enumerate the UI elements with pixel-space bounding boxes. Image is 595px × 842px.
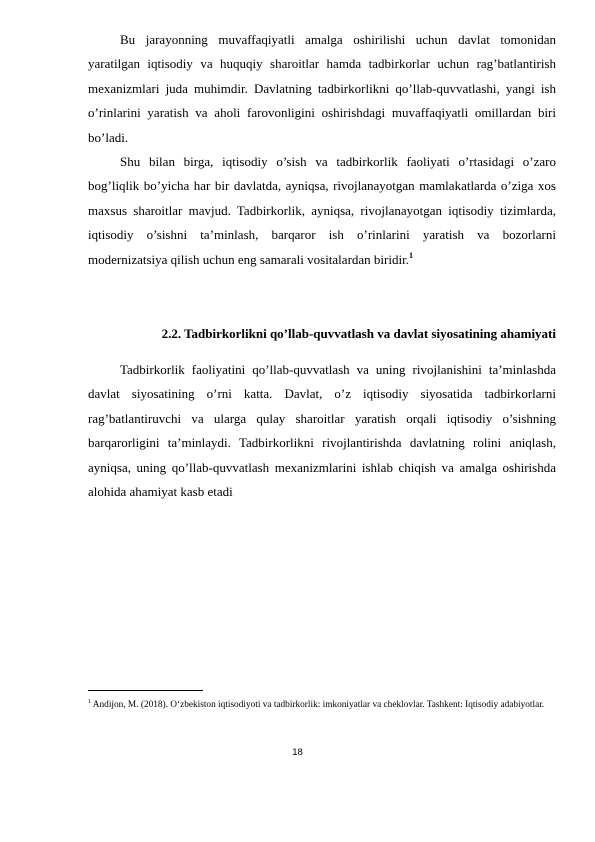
paragraph-3-text: Tadbirkorlik faoliyatini qo’llab-quvvatlash va uning rivojlanishini ta’minlashda davlat siyosatining o’rni katta. Davlat, o’z iqtisodiy siyosatida tadbirkorlarni rag’batlantiruvchi va ularga qulay sharoitlar yaratish orqali iqtisodiy o’sishning barqarorligini ta’minlaydi. Tadbirkorlikni rivojlantirishda davlatning rolini aniqlash, ayniqsa, uning qo’llab-quvvatlash mexanizmlarini ishlab chiqish va amalga oshirishda alohida ahamiyat kasb etadi xyxy=(88,362,556,500)
page-number: 18 xyxy=(292,747,303,758)
footnote-reference[interactable]: 1 xyxy=(408,250,413,260)
paragraph-2-text: Shu bilan birga, iqtisodiy o’sish va tadbirkorlik faoliyati o’rtasidagi o’zaro bog’liqlik bo’yicha har bir davlatda, ayniqsa, rivojlanayotgan mamlakatlarda o’ziga xos maxsus sharoitlar mavjud. Tadbirkorlik, ayniqsa, rivojlanayotgan iqtisodiy tizimlarda, iqtisodiy o’sishni ta’minlash, barqaror ish o’rinlarini yaratish va bozorlarni modernizatsiya qilish uchun eng samarali vositalardan biridir. xyxy=(88,154,556,267)
footnote-number: 1 xyxy=(88,699,91,705)
paragraph-1 xyxy=(88,28,556,150)
paragraph-1-text: Bu jarayonning muvaffaqiyatli amalga oshirilishi uchun davlat tomonidan yaratilgan iqtisodiy va huquqiy sharoitlar hamda tadbirkorlar uchun rag’batlantirish mexanizmlari juda muhimdir. Davlatning tadbirkorlikni qo’llab-quvvatlashi, yangi ish o’rinlarini yaratish va aholi farovonligini oshirishdagi muvaffaqiyatli omillardan biri bo’ladi. xyxy=(88,32,556,145)
section-heading: 2.2. Tadbirkorlikni qo’llab-quvvatlash va davlat siyosatining ahamiyati xyxy=(161,326,556,342)
paragraph-2 xyxy=(88,150,556,272)
footnote-divider xyxy=(88,690,203,691)
page-body xyxy=(88,28,556,505)
footnote xyxy=(88,694,556,716)
paragraph-3 xyxy=(88,358,556,504)
footnote-text: Andijon, M. (2018). O‘zbekiston iqtisodiyoti va tadbirkorlik: imkoniyatlar va cheklovlar. Tashkent: Iqtisodiy adabiyotlar. xyxy=(91,700,545,710)
